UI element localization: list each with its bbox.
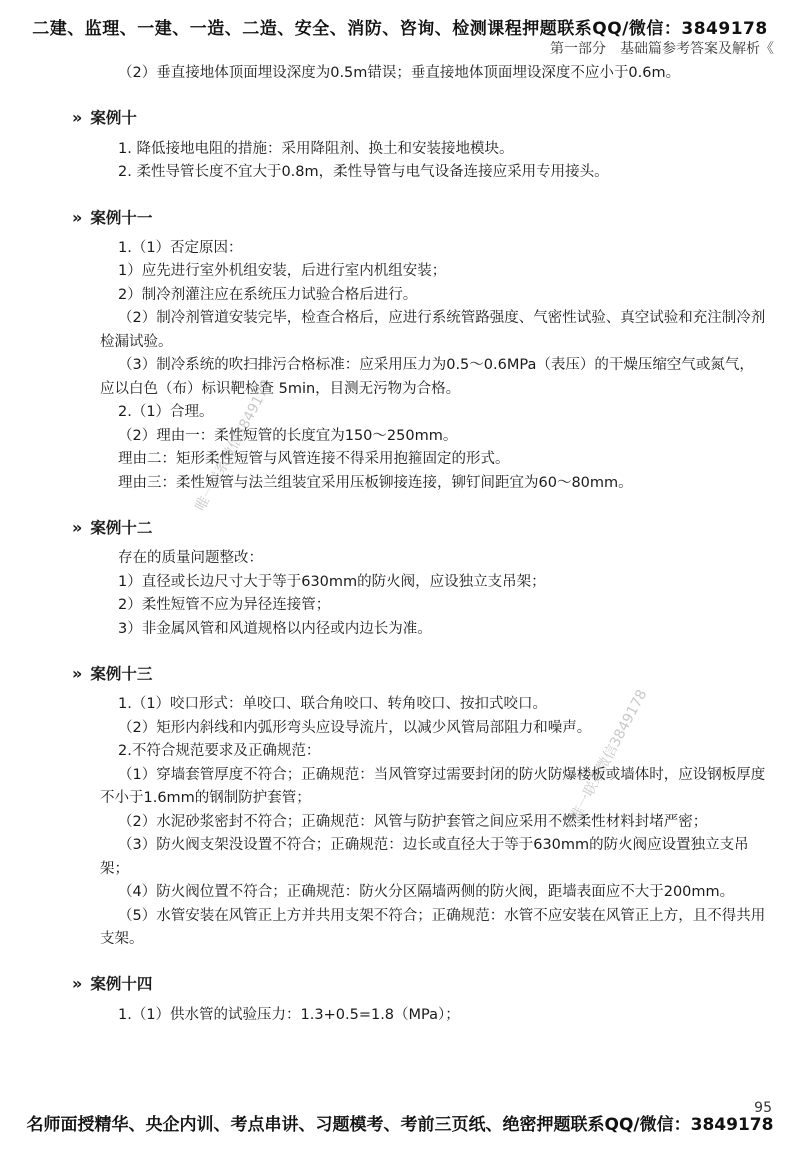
case11-line: 理由三：柔性短管与法兰组装宜采用压板铆接连接，铆钉间距宜为60～80mm。 xyxy=(118,474,633,491)
case13-paragraph: （5）水管安装在风管正上方并共用支架不符合；正确规范：水管不应安装在风管正上方，且不得共用支架。 xyxy=(100,907,766,947)
case10-heading xyxy=(72,105,768,131)
case13-heading xyxy=(72,661,768,687)
case10-line: 2. 柔性导管长度不宜大于0.8m，柔性导管与电气设备连接应采用专用接头。 xyxy=(118,164,609,181)
chevron-icon: » xyxy=(72,664,83,684)
case11-line: 2.（1）合理。 xyxy=(118,404,214,421)
case11-paragraph: （2）制冷剂管道安装完毕，检查合格后，应进行系统管路强度、气密性试验、真空试验和充注制冷剂检漏试验。 xyxy=(100,310,766,350)
case13-paragraph: （4）防火阀位置不符合；正确规范：防火分区隔墙两侧的防火阀，距墙表面应不大于200mm。 xyxy=(118,884,735,901)
case11-line: 2）制冷剂灌注应在系统压力试验合格后进行。 xyxy=(118,286,418,303)
top-contact-banner: 二建、监理、一建、一造、二造、安全、消防、咨询、检测课程押题联系QQ/微信：3849178 xyxy=(32,19,768,39)
case12-line: 1）直径或长边尺寸大于等于630mm的防火阀，应设独立支吊架； xyxy=(118,573,546,590)
case14-line: 1.（1）供水管的试验压力：1.3+0.5=1.8（MPa）； xyxy=(118,1006,460,1023)
watermark-2: 唯一联系微信3849178 xyxy=(567,687,651,824)
case11-title: 案例十一 xyxy=(90,208,153,227)
case10-line: 1. 降低接地电阻的措施：采用降阻剂、换土和安装接地模块。 xyxy=(118,140,514,157)
case11-line: （2）理由一：柔性短管的长度宜为150～250mm。 xyxy=(118,427,458,444)
case13-line: 2.不符合规范要求及正确规范： xyxy=(118,743,321,760)
document-body xyxy=(72,62,768,1027)
chevron-icon: » xyxy=(72,108,83,128)
chevron-icon: » xyxy=(72,207,83,227)
case13-paragraph: （3）防火阀支架没设置不符合；正确规范：边长或直径大于等于630mm的防火阀应设置独立支吊架； xyxy=(100,837,749,877)
case13-title: 案例十三 xyxy=(90,665,153,684)
chevron-icon: » xyxy=(72,974,83,994)
chevron-icon: » xyxy=(72,518,83,537)
case11-line: 理由二：矩形柔性短管与风管连接不得采用抱箍固定的形式。 xyxy=(118,451,510,468)
case12-title: 案例十二 xyxy=(90,519,153,537)
case12-line: 存在的质量问题整改： xyxy=(118,550,263,567)
bottom-contact-banner: 名师面授精华、央企内训、考点串讲、习题模考、考前三页纸、绝密押题联系QQ/微信：3849178 xyxy=(26,1115,774,1135)
case11-line: 1.（1）否定原因： xyxy=(118,239,243,256)
case13-paragraph: （2）水泥砂浆密封不符合；正确规范：风管与防护套管之间应采用不燃柔性材料封堵严密； xyxy=(118,813,708,830)
case12-line: 2）柔性短管不应为异径连接管； xyxy=(118,597,331,614)
case14-heading xyxy=(72,971,768,997)
watermark-1: 唯一联系微信3849178 xyxy=(192,377,276,514)
case11-paragraph: （3）制冷系统的吹扫排污合格标准：应采用压力为0.5～0.6MPa（表压）的干燥压缩空气或氮气，应以白色（布）标识靶检查 5min，目测无污物为合格。 xyxy=(100,357,754,397)
case14-title: 案例十四 xyxy=(90,975,153,994)
case10-title: 案例十 xyxy=(90,109,137,128)
case12-heading xyxy=(72,515,768,541)
case12-line: 3）非金属风管和风道规格以内径或内边长为准。 xyxy=(118,620,432,637)
intro-line: （2）垂直接地体顶面埋设深度为0.5m错误；垂直接地体顶面埋设深度不应小于0.6m。 xyxy=(118,65,681,81)
case11-line: 1）应先进行室外机组安装，后进行室内机组安装； xyxy=(118,263,447,280)
case13-line: （2）矩形内斜线和内弧形弯头应设导流片，以减少风管局部阻力和噪声。 xyxy=(118,719,592,736)
page-number: 95 xyxy=(754,1100,772,1116)
case13-paragraph: （1）穿墙套管厚度不符合；正确规范：当风管穿过需要封闭的防火防爆楼板或墙体时，应设钢板厚度不小于1.6mm的钢制防护套管； xyxy=(100,766,766,807)
case13-line: 1.（1）咬口形式：单咬口、联合角咬口、转角咬口、按扣式咬口。 xyxy=(118,696,548,713)
running-head: 第一部分 基础篇参考答案及解析《 xyxy=(550,41,774,57)
case11-heading xyxy=(72,205,768,231)
